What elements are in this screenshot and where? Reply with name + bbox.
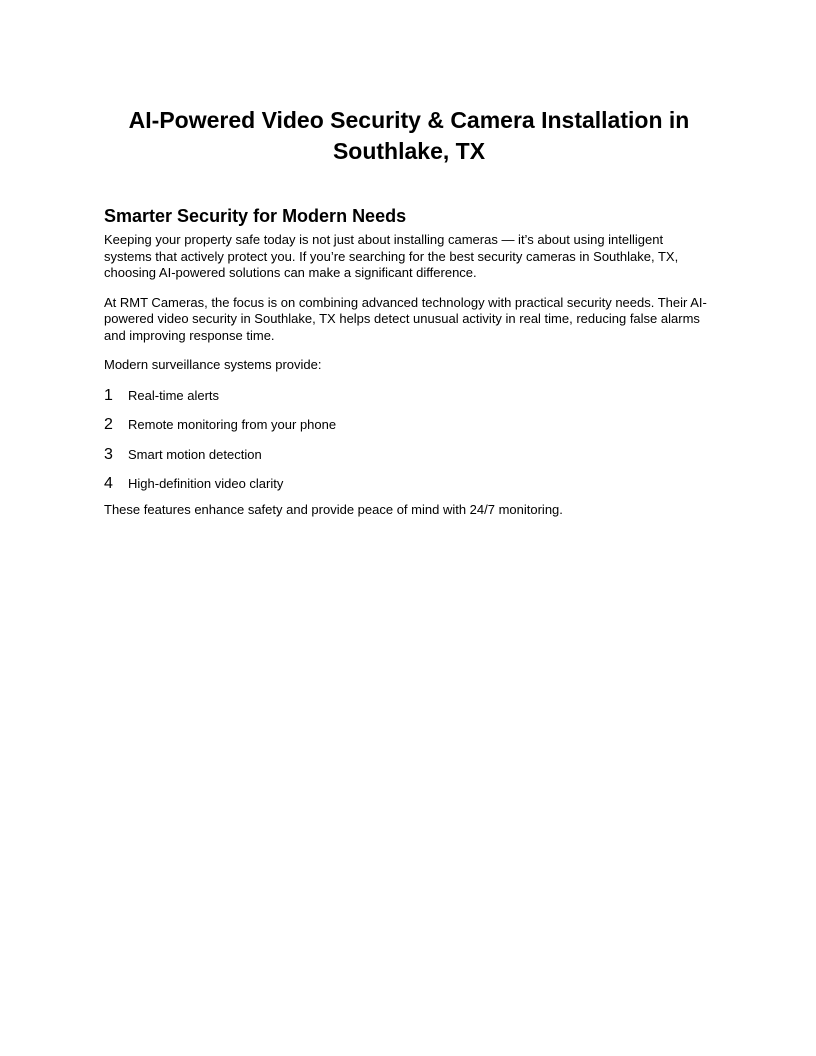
list-item-text: High-definition video clarity <box>128 476 284 491</box>
closing-paragraph: These features enhance safety and provide peace of mind with 24/7 monitoring. <box>104 501 563 517</box>
list-item-text: Real-time alerts <box>128 387 220 403</box>
section-heading: Smarter Security for Modern Needs <box>104 206 407 226</box>
list-item <box>104 386 714 416</box>
company-paragraph: At RMT Cameras, the focus is on combining advanced technology with practical security needs. Their AI-powered video security in Southlake, TX helps detect unusual activity in real time, reducing false alarms and improving response time. <box>104 294 707 343</box>
list-item-number: 2 <box>104 416 113 433</box>
intro-paragraph: Keeping your property safe today is not just about installing cameras — it’s about using intelligent systems that actively protect you. If you’re searching for the best security cameras in Southlake, TX, choosing AI-powered solutions can make a significant difference. <box>104 232 679 280</box>
list-item-text: Remote monitoring from your phone <box>128 417 337 432</box>
document-page <box>104 105 714 518</box>
document-title: AI-Powered Video Security & Camera Installation in Southlake, TX <box>128 107 690 164</box>
list-item-number: 4 <box>104 475 113 492</box>
features-list <box>104 386 714 504</box>
list-item-number: 1 <box>104 386 113 404</box>
list-item <box>104 445 714 475</box>
list-item-number: 3 <box>104 445 113 463</box>
list-item <box>104 474 714 504</box>
list-item-text: Smart motion detection <box>128 446 262 462</box>
list-intro-paragraph: Modern surveillance systems provide: <box>104 357 322 372</box>
list-item <box>104 415 714 445</box>
